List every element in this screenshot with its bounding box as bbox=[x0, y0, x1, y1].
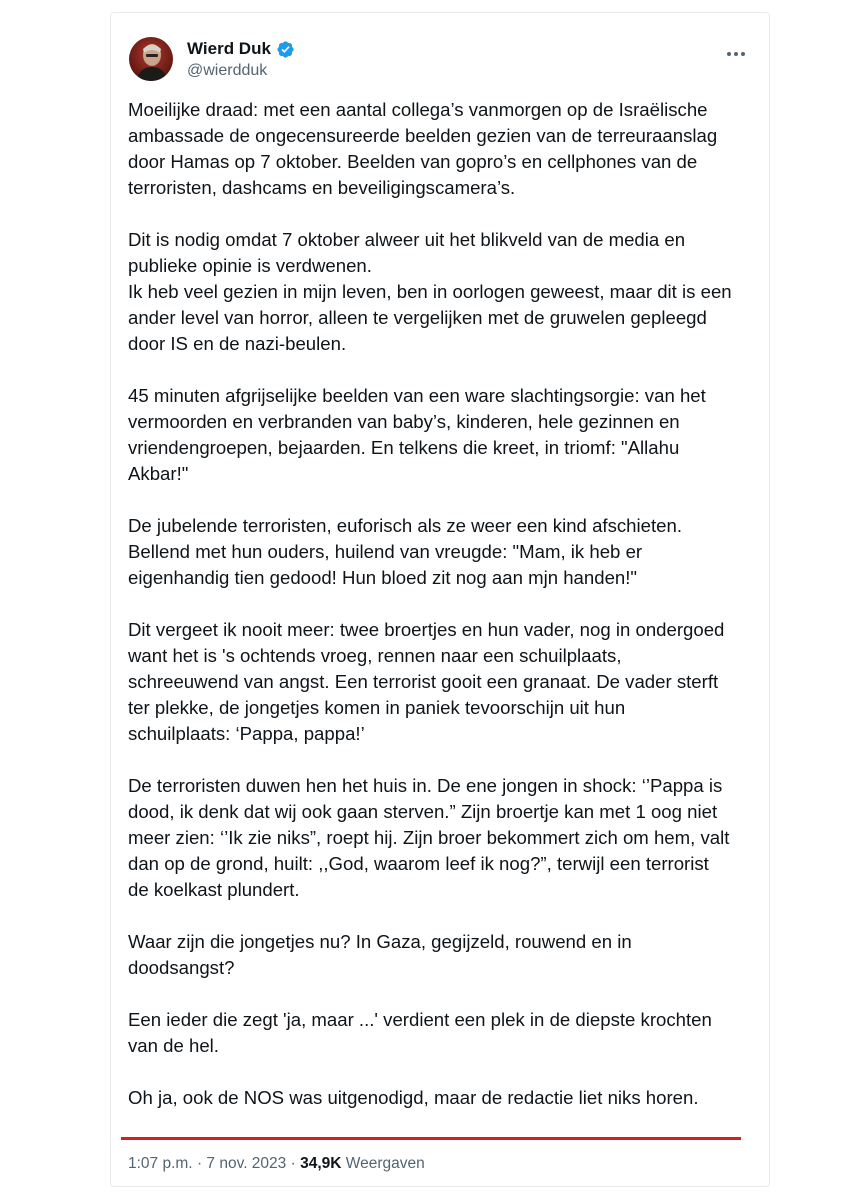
tweet-paragraph: De terroristen duwen hen het huis in. De ene jongen in shock: ‘’Pappa is dood, ik denk dat wij ook gaan sterven.” Zijn broertje kan met 1 oog niet meer zien: ‘’Ik zie niks”, roept hij. Zijn broer bekommert zich om hem, valt dan op de grond, huilt: ,,God, waarom leef ik nog?”, terwijl een terrorist de koelkast plundert. bbox=[128, 775, 730, 900]
tweet-paragraph: Dit vergeet ik nooit meer: twee broertjes en hun vader, nog in ondergoed want het is 's ochtends vroeg, rennen naar een schuilplaats, schreeuwend van angst. Een terrorist gooit een granaat. De vader sterft ter plekke, de jongetjes komen in paniek tevoorschijn uit hun schuilplaats: ‘Pappa, pappa!’ bbox=[128, 619, 725, 744]
author-display-name[interactable]: Wierd Duk bbox=[187, 39, 271, 58]
tweet-paragraph: 45 minuten afgrijselijke beelden van een ware slachtingsorgie: van het vermoorden en verbranden van baby’s, kinderen, hele gezinnen en vriendengroepen, bejaarden. En telkens die kreet, in triomf: "Allahu Akbar!" bbox=[128, 385, 706, 484]
tweet-date[interactable]: 7 nov. 2023 bbox=[206, 1155, 287, 1172]
avatar[interactable] bbox=[129, 37, 173, 81]
meta-separator: · bbox=[290, 1155, 296, 1172]
verified-badge-icon bbox=[276, 40, 295, 59]
tweet-paragraph: Waar zijn die jongetjes nu? In Gaza, gegijzeld, rouwend en in doodsangst? bbox=[128, 931, 632, 978]
more-options-icon bbox=[725, 45, 747, 63]
author-display-name-row[interactable] bbox=[187, 39, 295, 59]
author-names bbox=[187, 39, 295, 81]
red-underline-divider bbox=[121, 1137, 741, 1140]
tweet-paragraph-last: Oh ja, ook de NOS was uitgenodigd, maar de redactie liet niks horen. bbox=[128, 1087, 699, 1108]
tweet-card bbox=[110, 12, 770, 1187]
tweet-paragraph: De jubelende terroristen, euforisch als ze weer een kind afschieten. Bellend met hun ouders, huilend van vreugde: "Mam, ik heb er eigenhandig tien gedood! Hun bloed zit nog aan mjn handen!" bbox=[128, 515, 682, 588]
tweet-paragraph: Dit is nodig omdat 7 oktober alweer uit het blikveld van de media en publieke opinie is verdwenen. Ik heb veel gezien in mijn leven, ben in oorlogen geweest, maar dit is een ander level van horror, alleen te vergelijken met de gruwelen gepleegd door IS en de nazi-beulen. bbox=[128, 229, 732, 354]
tweet-paragraph: Moeilijke draad: met een aantal collega’s vanmorgen op de Israëlische ambassade de ongecensureerde beelden gezien van de terreuraanslag door Hamas op 7 oktober. Beelden van gopro’s en cellphones van de terroristen, dashcams en beveiligingscamera’s. bbox=[128, 99, 718, 198]
more-options-button[interactable] bbox=[725, 45, 747, 63]
tweet-meta bbox=[128, 1154, 425, 1174]
tweet-text bbox=[128, 97, 768, 1111]
meta-separator: · bbox=[196, 1155, 203, 1172]
tweet-time[interactable]: 1:07 p.m. bbox=[128, 1155, 193, 1172]
views-count: 34,9K bbox=[300, 1155, 342, 1172]
avatar-photo bbox=[129, 37, 173, 81]
tweet-header bbox=[129, 37, 751, 83]
tweet-paragraph: Een ieder die zegt 'ja, maar ...' verdient een plek in de diepste krochten van de hel. bbox=[128, 1009, 712, 1056]
author-handle[interactable]: @wierdduk bbox=[187, 62, 268, 79]
views-label: Weergaven bbox=[345, 1155, 425, 1172]
